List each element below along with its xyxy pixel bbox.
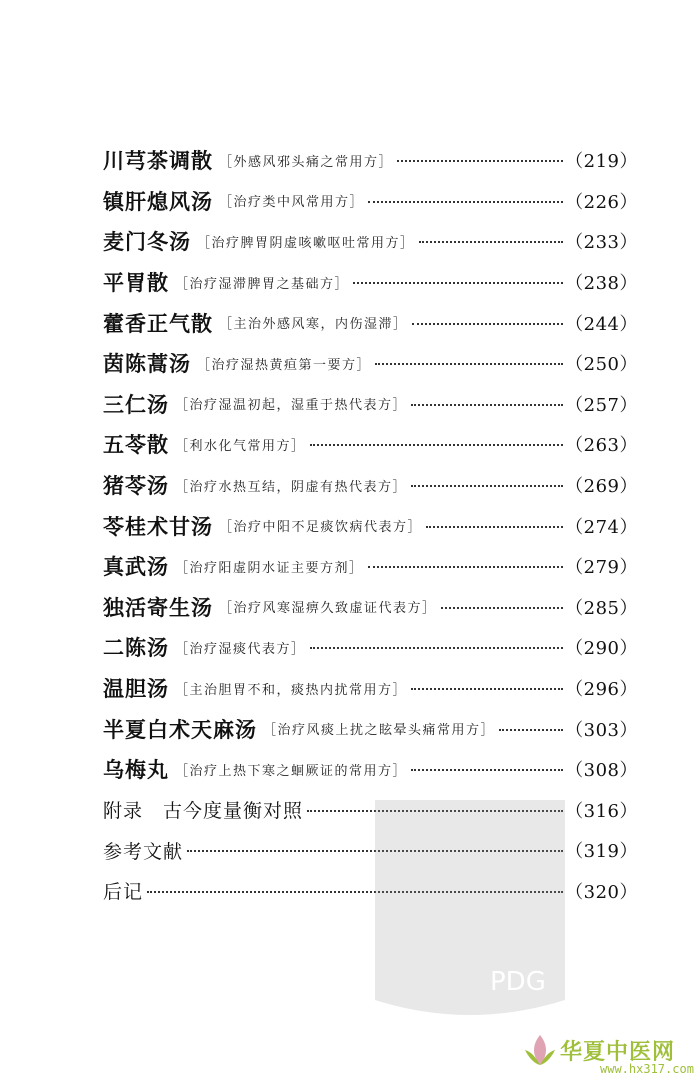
- toc-entry: [103, 627, 638, 668]
- entry-note: ［治疗类中风常用方］: [219, 195, 365, 211]
- entry-title: 独活寄生汤: [103, 595, 213, 620]
- entry-title: 平胃散: [103, 271, 169, 296]
- dot-leader: [307, 796, 563, 812]
- entry-title: 半夏白术天麻汤: [103, 717, 257, 742]
- entry-note: ［治疗风寒湿痹久致虚证代表方］: [219, 601, 437, 617]
- entry-page-number: （226）: [565, 191, 638, 213]
- toc-entry: [103, 384, 638, 425]
- entry-page-number: （290）: [565, 638, 638, 660]
- toc-entry: [103, 424, 638, 465]
- entry-page-number: （250）: [565, 354, 638, 376]
- dot-leader: [419, 227, 564, 243]
- entry-note: ［治疗湿温初起，湿重于热代表方］: [175, 398, 408, 414]
- entry-page-number: （274）: [565, 516, 638, 538]
- dot-leader: [499, 715, 563, 731]
- entry-title: 参考文献: [103, 840, 184, 863]
- dot-leader: [412, 309, 564, 325]
- toc-entry: [103, 221, 638, 262]
- entry-title: 后记: [103, 881, 144, 904]
- entry-title: 三仁汤: [103, 392, 169, 417]
- dot-leader: [411, 755, 563, 771]
- entry-page-number: （263）: [565, 435, 638, 457]
- entry-note: ［治疗中阳不足痰饮病代表方］: [219, 520, 423, 536]
- lotus-icon: [520, 1030, 560, 1070]
- dot-leader: [411, 390, 563, 406]
- entry-page-number: （279）: [565, 557, 638, 579]
- dot-leader: [187, 836, 563, 852]
- entry-page-number: （319）: [565, 841, 638, 863]
- dot-leader: [411, 674, 563, 690]
- entry-title: 真武汤: [103, 555, 169, 580]
- toc-entry: [103, 181, 638, 222]
- entry-title: 麦门冬汤: [103, 230, 191, 255]
- entry-title: 茵陈蒿汤: [103, 352, 191, 377]
- entry-page-number: （296）: [565, 679, 638, 701]
- toc-entry: [103, 262, 638, 303]
- entry-note: ［外感风邪头痛之常用方］: [219, 154, 394, 170]
- entry-page-number: （320）: [565, 881, 638, 903]
- toc-entry: [103, 343, 638, 384]
- entry-page-number: （219）: [565, 151, 638, 173]
- toc-entry: [103, 140, 638, 181]
- toc-entry: [103, 505, 638, 546]
- entry-title: 苓桂术甘汤: [103, 514, 213, 539]
- entry-note: ［治疗湿滞脾胃之基础方］: [175, 276, 350, 292]
- dot-leader: [441, 593, 564, 609]
- entry-title: 二陈汤: [103, 636, 169, 661]
- entry-title: 川芎茶调散: [103, 149, 213, 174]
- entry-title: 五苓散: [103, 433, 169, 458]
- entry-page-number: （257）: [565, 394, 638, 416]
- entry-title: 温胆汤: [103, 677, 169, 702]
- entry-title: 镇肝熄风汤: [103, 189, 213, 214]
- entry-note: ［治疗湿热黄疸第一要方］: [197, 357, 372, 373]
- entry-note: ［利水化气常用方］: [175, 438, 306, 454]
- entry-page-number: （303）: [565, 719, 638, 741]
- toc-entry: [103, 587, 638, 628]
- entry-title: 附录 古今度量衡对照: [103, 800, 304, 823]
- toc-entry: [103, 749, 638, 790]
- entry-note: ［治疗湿痰代表方］: [175, 641, 306, 657]
- toc-entry: [103, 790, 638, 831]
- entry-page-number: （244）: [565, 313, 638, 335]
- dot-leader: [147, 877, 563, 893]
- entry-note: ［治疗水热互结，阴虚有热代表方］: [175, 479, 408, 495]
- entry-note: ［主治胆胃不和，痰热内扰常用方］: [175, 682, 408, 698]
- dot-leader: [426, 512, 563, 528]
- dot-leader: [310, 430, 564, 446]
- dot-leader: [397, 146, 563, 162]
- toc-entry: [103, 302, 638, 343]
- logo-name: 华夏中医网: [560, 1039, 676, 1065]
- toc-entry: [103, 668, 638, 709]
- entry-title: 猪苓汤: [103, 474, 169, 499]
- entry-page-number: （308）: [565, 760, 638, 782]
- entry-page-number: （285）: [565, 597, 638, 619]
- entry-note: ［治疗脾胃阴虚咳嗽呕吐常用方］: [197, 235, 415, 251]
- entry-page-number: （233）: [565, 232, 638, 254]
- dot-leader: [375, 349, 563, 365]
- toc-entry: [103, 708, 638, 749]
- dot-leader: [368, 187, 563, 203]
- entry-note: ［治疗阳虚阴水证主要方剂］: [175, 560, 364, 576]
- entry-page-number: （316）: [565, 800, 638, 822]
- entry-title: 藿香正气散: [103, 311, 213, 336]
- entry-note: ［主治外感风寒，内伤湿滞］: [219, 317, 408, 333]
- toc-entry: [103, 830, 638, 871]
- entry-page-number: （238）: [565, 273, 638, 295]
- table-of-contents: [103, 140, 638, 911]
- dot-leader: [411, 471, 563, 487]
- entry-note: ［治疗风痰上扰之眩晕头痛常用方］: [263, 723, 496, 739]
- logo-url: www.hx317.com: [600, 1062, 694, 1076]
- dot-leader: [368, 552, 564, 568]
- dot-leader: [353, 268, 563, 284]
- entry-page-number: （269）: [565, 476, 638, 498]
- entry-note: ［治疗上热下寒之蛔厥证的常用方］: [175, 763, 408, 779]
- watermark-label: PDG: [490, 967, 546, 997]
- entry-title: 乌梅丸: [103, 758, 169, 783]
- toc-entry: [103, 871, 638, 912]
- dot-leader: [310, 633, 564, 649]
- toc-entry: [103, 465, 638, 506]
- toc-entry: [103, 546, 638, 587]
